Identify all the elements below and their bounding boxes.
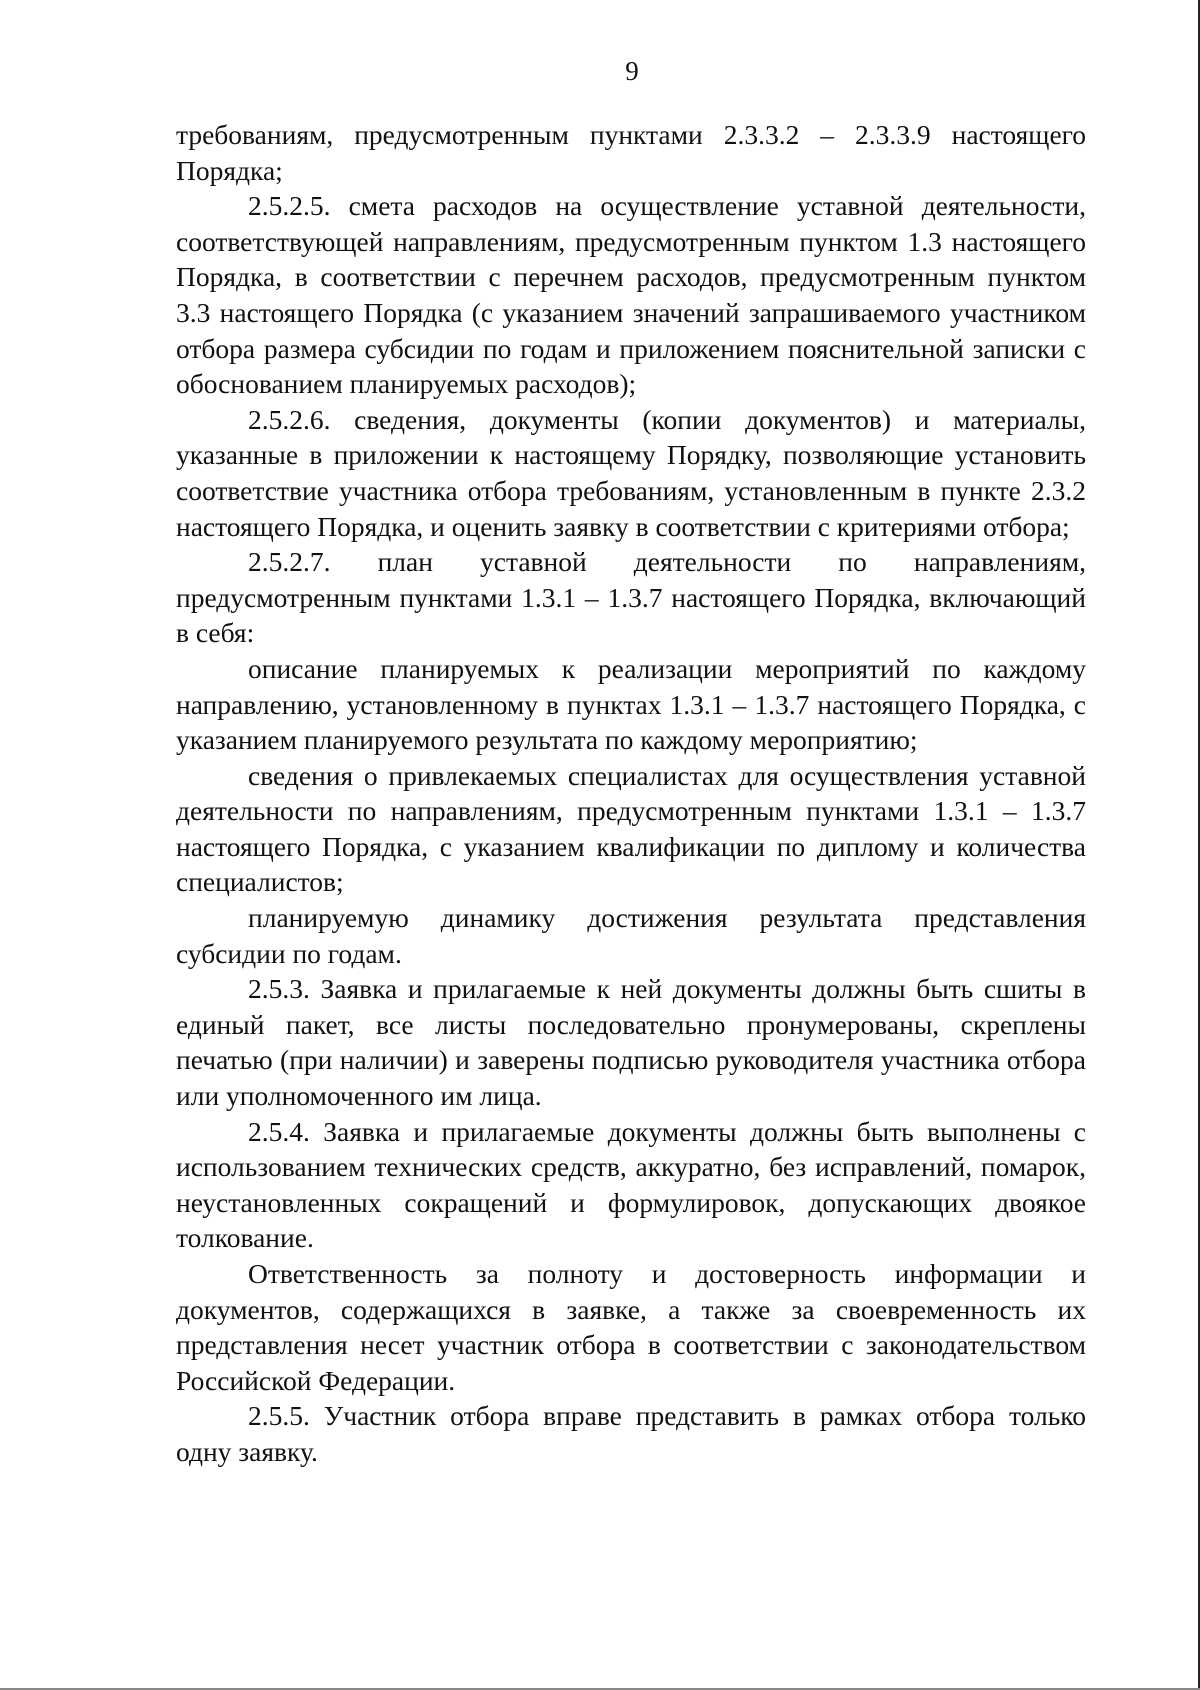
paragraph-plan-description: описание планируемых к реализации мероприятий по каждому направлению, установленному в пунктах 1.3.1 – 1.3.7 настоящего Порядка, с указанием планируемого результата по каждому мероприятию; [176,652,1086,756]
document-body [176,117,1086,1470]
paragraph-2-5-3: 2.5.3. Заявка и прилагаемые к ней документы должны быть сшиты в единый пакет, все листы последовательно пронумерованы, скреплены печатью (при наличии) и заверены подписью руководителя участника отбора или уполномоченного им лица. [176,973,1086,1112]
page-number: 9 [625,56,639,86]
paragraph-2-5-2-7: 2.5.2.7. план уставной деятельности по направлениям, предусмотренным пунктами 1.3.1 – 1.3.7 настоящего Порядка, включающий в себя: [176,546,1086,649]
paragraph-plan-specialists: сведения о привлекаемых специалистах для осуществления уставной деятельности по направлениям, предусмотренным пунктами 1.3.1 – 1.3.7 настоящего Порядка, с указанием квалификации по диплому и количества специалистов; [176,759,1086,898]
paragraph-2-5-2-5: 2.5.2.5. смета расходов на осуществление уставной деятельности, соответствующей направлениям, предусмотренным пунктом 1.3 настоящего Порядка, в соответствии с перечнем расходов, предусмотренным пунктом 3.3 настоящего Порядка (с указанием значений запрашиваемого участником отбора размера субсидии по годам и приложением пояснительной записки с обоснованием планируемых расходов); [176,190,1086,400]
paragraph-plan-dynamics: планируемую динамику достижения результата представления субсидии по годам. [176,902,1086,969]
paragraph-2-5-4: 2.5.4. Заявка и прилагаемые документы должны быть выполнены с использованием технических средств, аккуратно, без исправлений, помарок, неустановленных сокращений и формулировок, допускающих двоякое толкование. [176,1115,1086,1254]
paragraph-2-5-2-6: 2.5.2.6. сведения, документы (копии документов) и материалы, указанные в приложении к настоящему Порядку, позволяющие установить соответствие участника отбора требованиям, установленным в пункте 2.3.2 настоящего Порядка, и оценить заявку в соответствии с критериями отбора; [176,403,1086,542]
paragraph-continuation: требованиям, предусмотренным пунктами 2.3.3.2 – 2.3.3.9 настоящего Порядка; [176,119,1086,186]
paragraph-2-5-5: 2.5.5. Участник отбора вправе представить в рамках отбора только одну заявку. [176,1400,1086,1467]
paragraph-responsibility: Ответственность за полноту и достоверность информации и документов, содержащихся в заявке, а также за своевременность их представления несет участник отбора в соответствии с законодательством Российской Федерации. [176,1258,1086,1396]
